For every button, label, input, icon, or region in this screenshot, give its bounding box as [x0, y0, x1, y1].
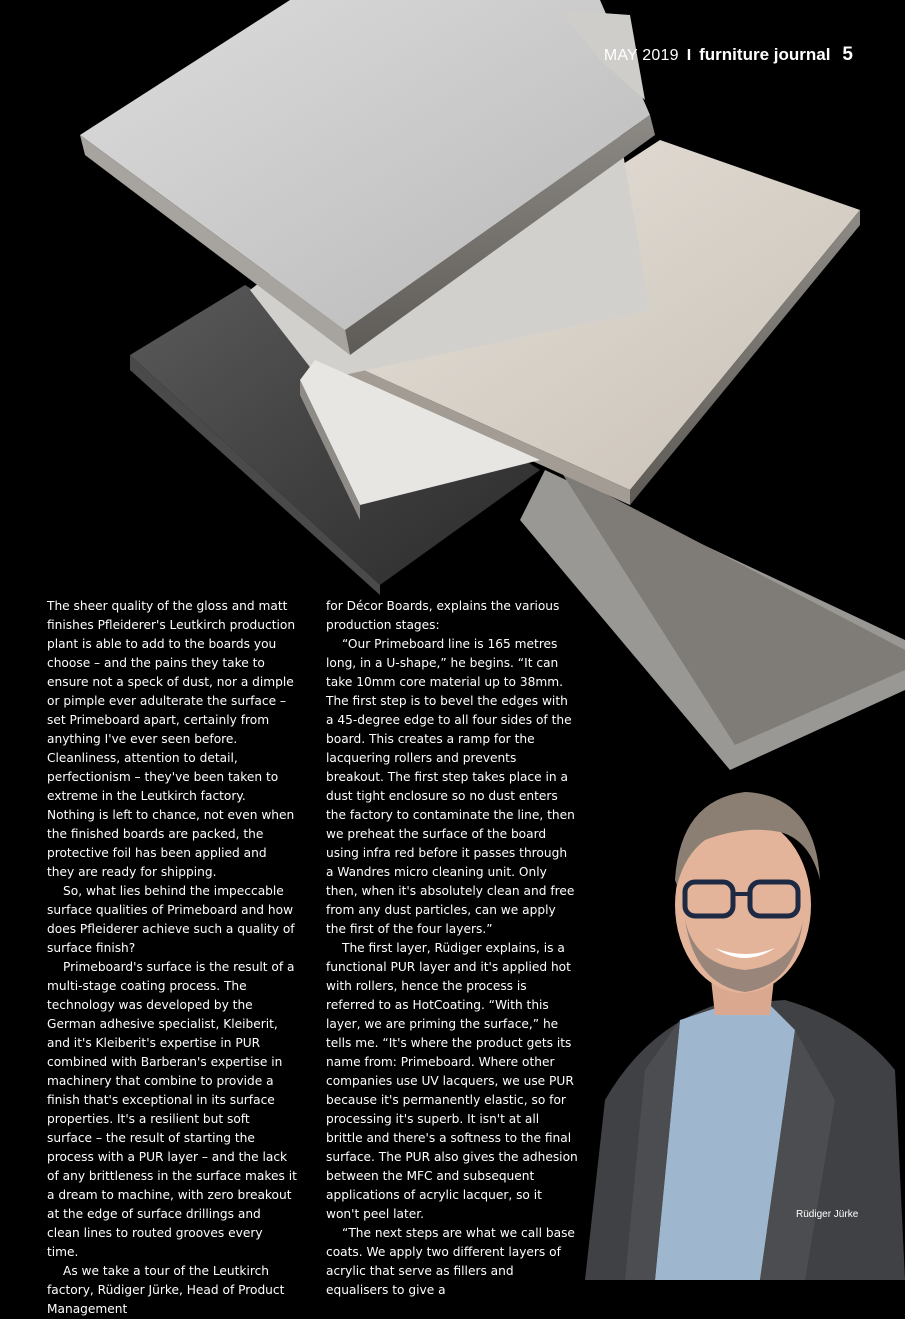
paragraph: “The next steps are what we call base coats. We apply two different layers of acrylic that serve as fillers and equalisers to give a — [326, 1226, 575, 1297]
issue-date: MAY 2019 — [603, 47, 679, 64]
page-header — [604, 44, 853, 66]
paragraph: As we take a tour of the Leutkirch factory, Rüdiger Jürke, Head of Product Management — [47, 1264, 285, 1316]
portrait-photo — [585, 770, 905, 1280]
paragraph: The sheer quality of the gloss and matt finishes Pfleiderer's Leutkirch production plant is able to add to the boards you choose – and the pains they take to ensure not a speck of dust, nor a dimple or pimple ever adulterate the surface – set Primeboard apart, certainly from anything I've ever seen before. Cleanliness, attention to detail, perfectionism – they've been taken to extreme in the Leutkirch factory. Nothing is left to chance, not even when the finished boards are packed, the protective foil has been applied and they are ready for shipping. — [47, 599, 296, 879]
paragraph: Primeboard's surface is the result of a multi-stage coating process. The technology was developed by the German adhesive specialist, Kleiberit, and it's Kleiberit's expertise in PUR combined with Barberan's expertise in machinery that combine to provide a finish that's exceptional in its surface properties. It's a resilient but soft surface – the result of starting the process with a PUR layer – and the lack of any brittleness in the surface makes it a dream to machine, with zero breakout at the edge of surface drillings and clean lines to routed grooves every time. — [47, 960, 297, 1259]
page-number: 5 — [842, 44, 853, 65]
paragraph: for Décor Boards, explains the various production stages: — [326, 599, 560, 632]
paragraph: The first layer, Rüdiger explains, is a functional PUR layer and it's applied hot with rollers, hence the process is referred to as HotCoating. “With this layer, we are priming the surface,” he tells me. “It's where the product gets its name from: Primeboard. Where other companies use UV lacquers, we use PUR because it's permanently elastic, so for processing it's superb. It isn't at all brittle and there's a softness to the final surface. The PUR also gives the adhesion between the MFC and subsequent applications of acrylic lacquer, so it won't peel later. — [326, 941, 578, 1221]
portrait-caption: Rüdiger Jürke — [796, 1209, 859, 1220]
article-column-1 — [47, 597, 297, 1319]
paragraph: So, what lies behind the impeccable surface qualities of Primeboard and how does Pfleiderer achieve such a quality of surface finish? — [47, 884, 295, 955]
paragraph: “Our Primeboard line is 165 metres long, in a U-shape,” he begins. “It can take 10mm core material up to 38mm. The first step is to bevel the edges with a 45-degree edge to all four sides of the board. This creates a ramp for the lacquering rollers and prevents breakout. The first step takes place in a dust tight enclosure so no dust enters the factory to contaminate the line, then we preheat the surface of the board using infra red before it passes through a Wandres micro cleaning unit. Only then, when it's absolutely clean and free from any dust particles, can we apply the first of the four layers.” — [326, 637, 575, 936]
journal-name: furniture journal — [699, 45, 831, 64]
header-separator: I — [686, 47, 692, 64]
article-column-2 — [326, 597, 578, 1300]
